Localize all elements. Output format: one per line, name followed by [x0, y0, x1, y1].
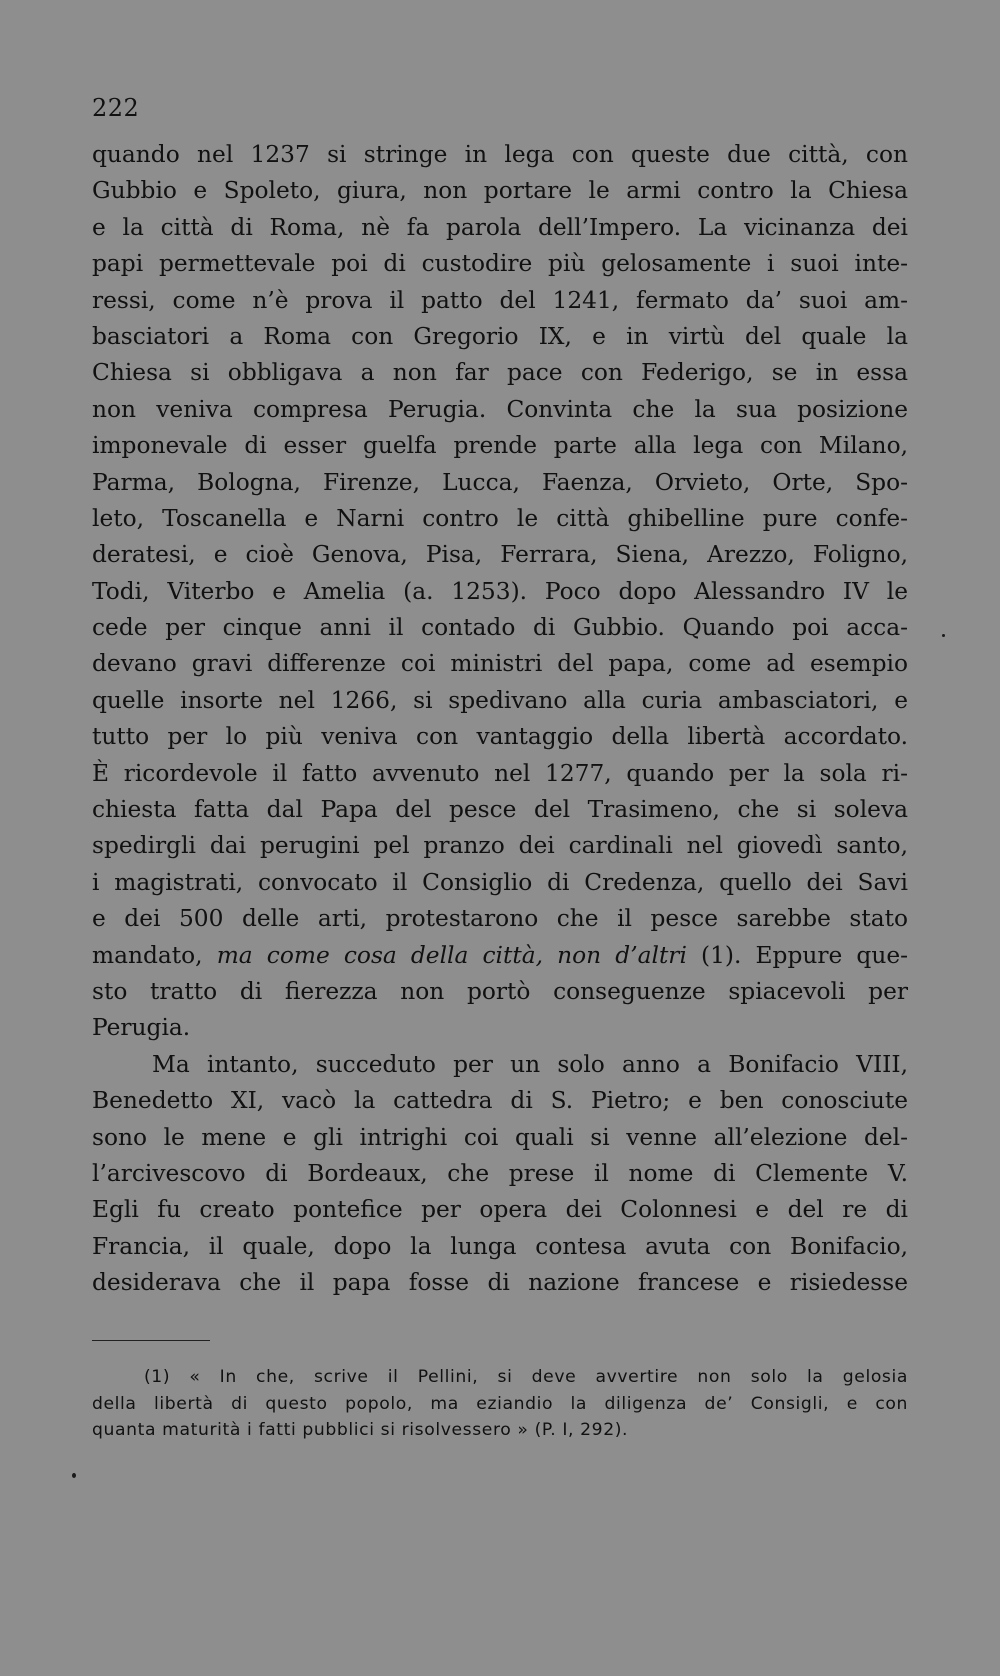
text-segment: (1). Eppure que-: [686, 941, 908, 969]
text-line: devano gravi differenze coi ministri del papa, come ad esempio: [92, 650, 908, 678]
text-line: imponevale di esser guelfa prende parte alla lega con Milano,: [92, 432, 908, 460]
paragraph-start-line: Ma intanto, succeduto per un solo anno a Bonifacio VIII,: [152, 1050, 908, 1078]
text-line: basciatori a Roma con Gregorio IX, e in virtù del quale la: [92, 322, 908, 350]
italic-quote: ma come cosa della città, non d’altri: [216, 941, 687, 969]
footnote-line: quanta maturità i fatti pubblici si risolvessero » (P. I, 292).: [92, 1420, 629, 1440]
text-line: Gubbio e Spoleto, giura, non portare le armi contro la Chiesa: [92, 177, 908, 205]
text-line: sono le mene e gli intrighi coi quali si venne all’elezione del-: [92, 1123, 908, 1151]
text-line: Todi, Viterbo e Amelia (a. 1253). Poco dopo Alessandro IV le: [92, 577, 908, 605]
text-line: non veniva compresa Perugia. Convinta che la sua posizione: [92, 395, 908, 423]
ink-speck: [72, 1473, 76, 1478]
text-line: Perugia.: [92, 1014, 191, 1042]
main-text: [92, 137, 908, 1302]
text-line: ressi, come n’è prova il patto del 1241, fermato da’ suoi am-: [92, 286, 908, 314]
text-line: quando nel 1237 si stringe in lega con queste due città, con: [92, 141, 908, 168]
text-line: quelle insorte nel 1266, si spedivano alla curia ambasciatori, e: [92, 686, 908, 714]
text-line-with-italic: [92, 938, 908, 974]
text-line: l’arcivescovo di Bordeaux, che prese il nome di Clemente V.: [92, 1159, 908, 1187]
page-number: 222: [92, 94, 140, 122]
text-line: spedirgli dai perugini pel pranzo dei cardinali nel giovedì santo,: [92, 832, 908, 860]
text-line: cede per cinque anni il contado di Gubbio. Quando poi acca-: [92, 614, 908, 642]
text-line: tutto per lo più veniva con vantaggio della libertà accordato.: [92, 723, 908, 751]
footnote-line: (1) « In che, scrive il Pellini, si deve avvertire non solo la gelosia: [144, 1367, 908, 1387]
text-line: Parma, Bologna, Firenze, Lucca, Faenza, Orvieto, Orte, Spo-: [92, 468, 908, 496]
text-line: Egli fu creato pontefice per opera dei Colonnesi e del re di: [92, 1196, 908, 1224]
text-line: desiderava che il papa fosse di nazione francese e risiedesse: [92, 1269, 908, 1297]
paper-speck: [942, 634, 945, 637]
text-line: chiesta fatta dal Papa del pesce del Trasimeno, che si soleva: [92, 796, 908, 824]
text-line: Francia, il quale, dopo la lunga contesa avuta con Bonifacio,: [92, 1232, 908, 1260]
text-line: Benedetto XI, vacò la cattedra di S. Pietro; e ben conosciute: [92, 1087, 908, 1115]
text-segment: mandato,: [92, 941, 217, 969]
text-line: e dei 500 delle arti, protestarono che il pesce sarebbe stato: [92, 905, 908, 933]
footnote-separator: [92, 1340, 210, 1341]
text-line: deratesi, e cioè Genova, Pisa, Ferrara, Siena, Arezzo, Foligno,: [92, 541, 908, 569]
text-line: È ricordevole il fatto avvenuto nel 1277, quando per la sola ri-: [92, 759, 908, 787]
text-line: leto, Toscanella e Narni contro le città ghibelline pure confe-: [92, 504, 908, 532]
text-line: e la città di Roma, nè fa parola dell’Impero. La vicinanza dei: [92, 213, 908, 241]
footnote: [92, 1364, 908, 1444]
footnote-line: della libertà di questo popolo, ma eziandio la diligenza de’ Consigli, e con: [92, 1393, 908, 1414]
text-line: papi permettevale poi di custodire più gelosamente i suoi inte-: [92, 250, 908, 278]
text-line: Chiesa si obbligava a non far pace con Federigo, se in essa: [92, 359, 908, 387]
text-line: i magistrati, convocato il Consiglio di Credenza, quello dei Savi: [92, 868, 908, 896]
text-line: sto tratto di fierezza non portò conseguenze spiacevoli per: [92, 977, 908, 1005]
